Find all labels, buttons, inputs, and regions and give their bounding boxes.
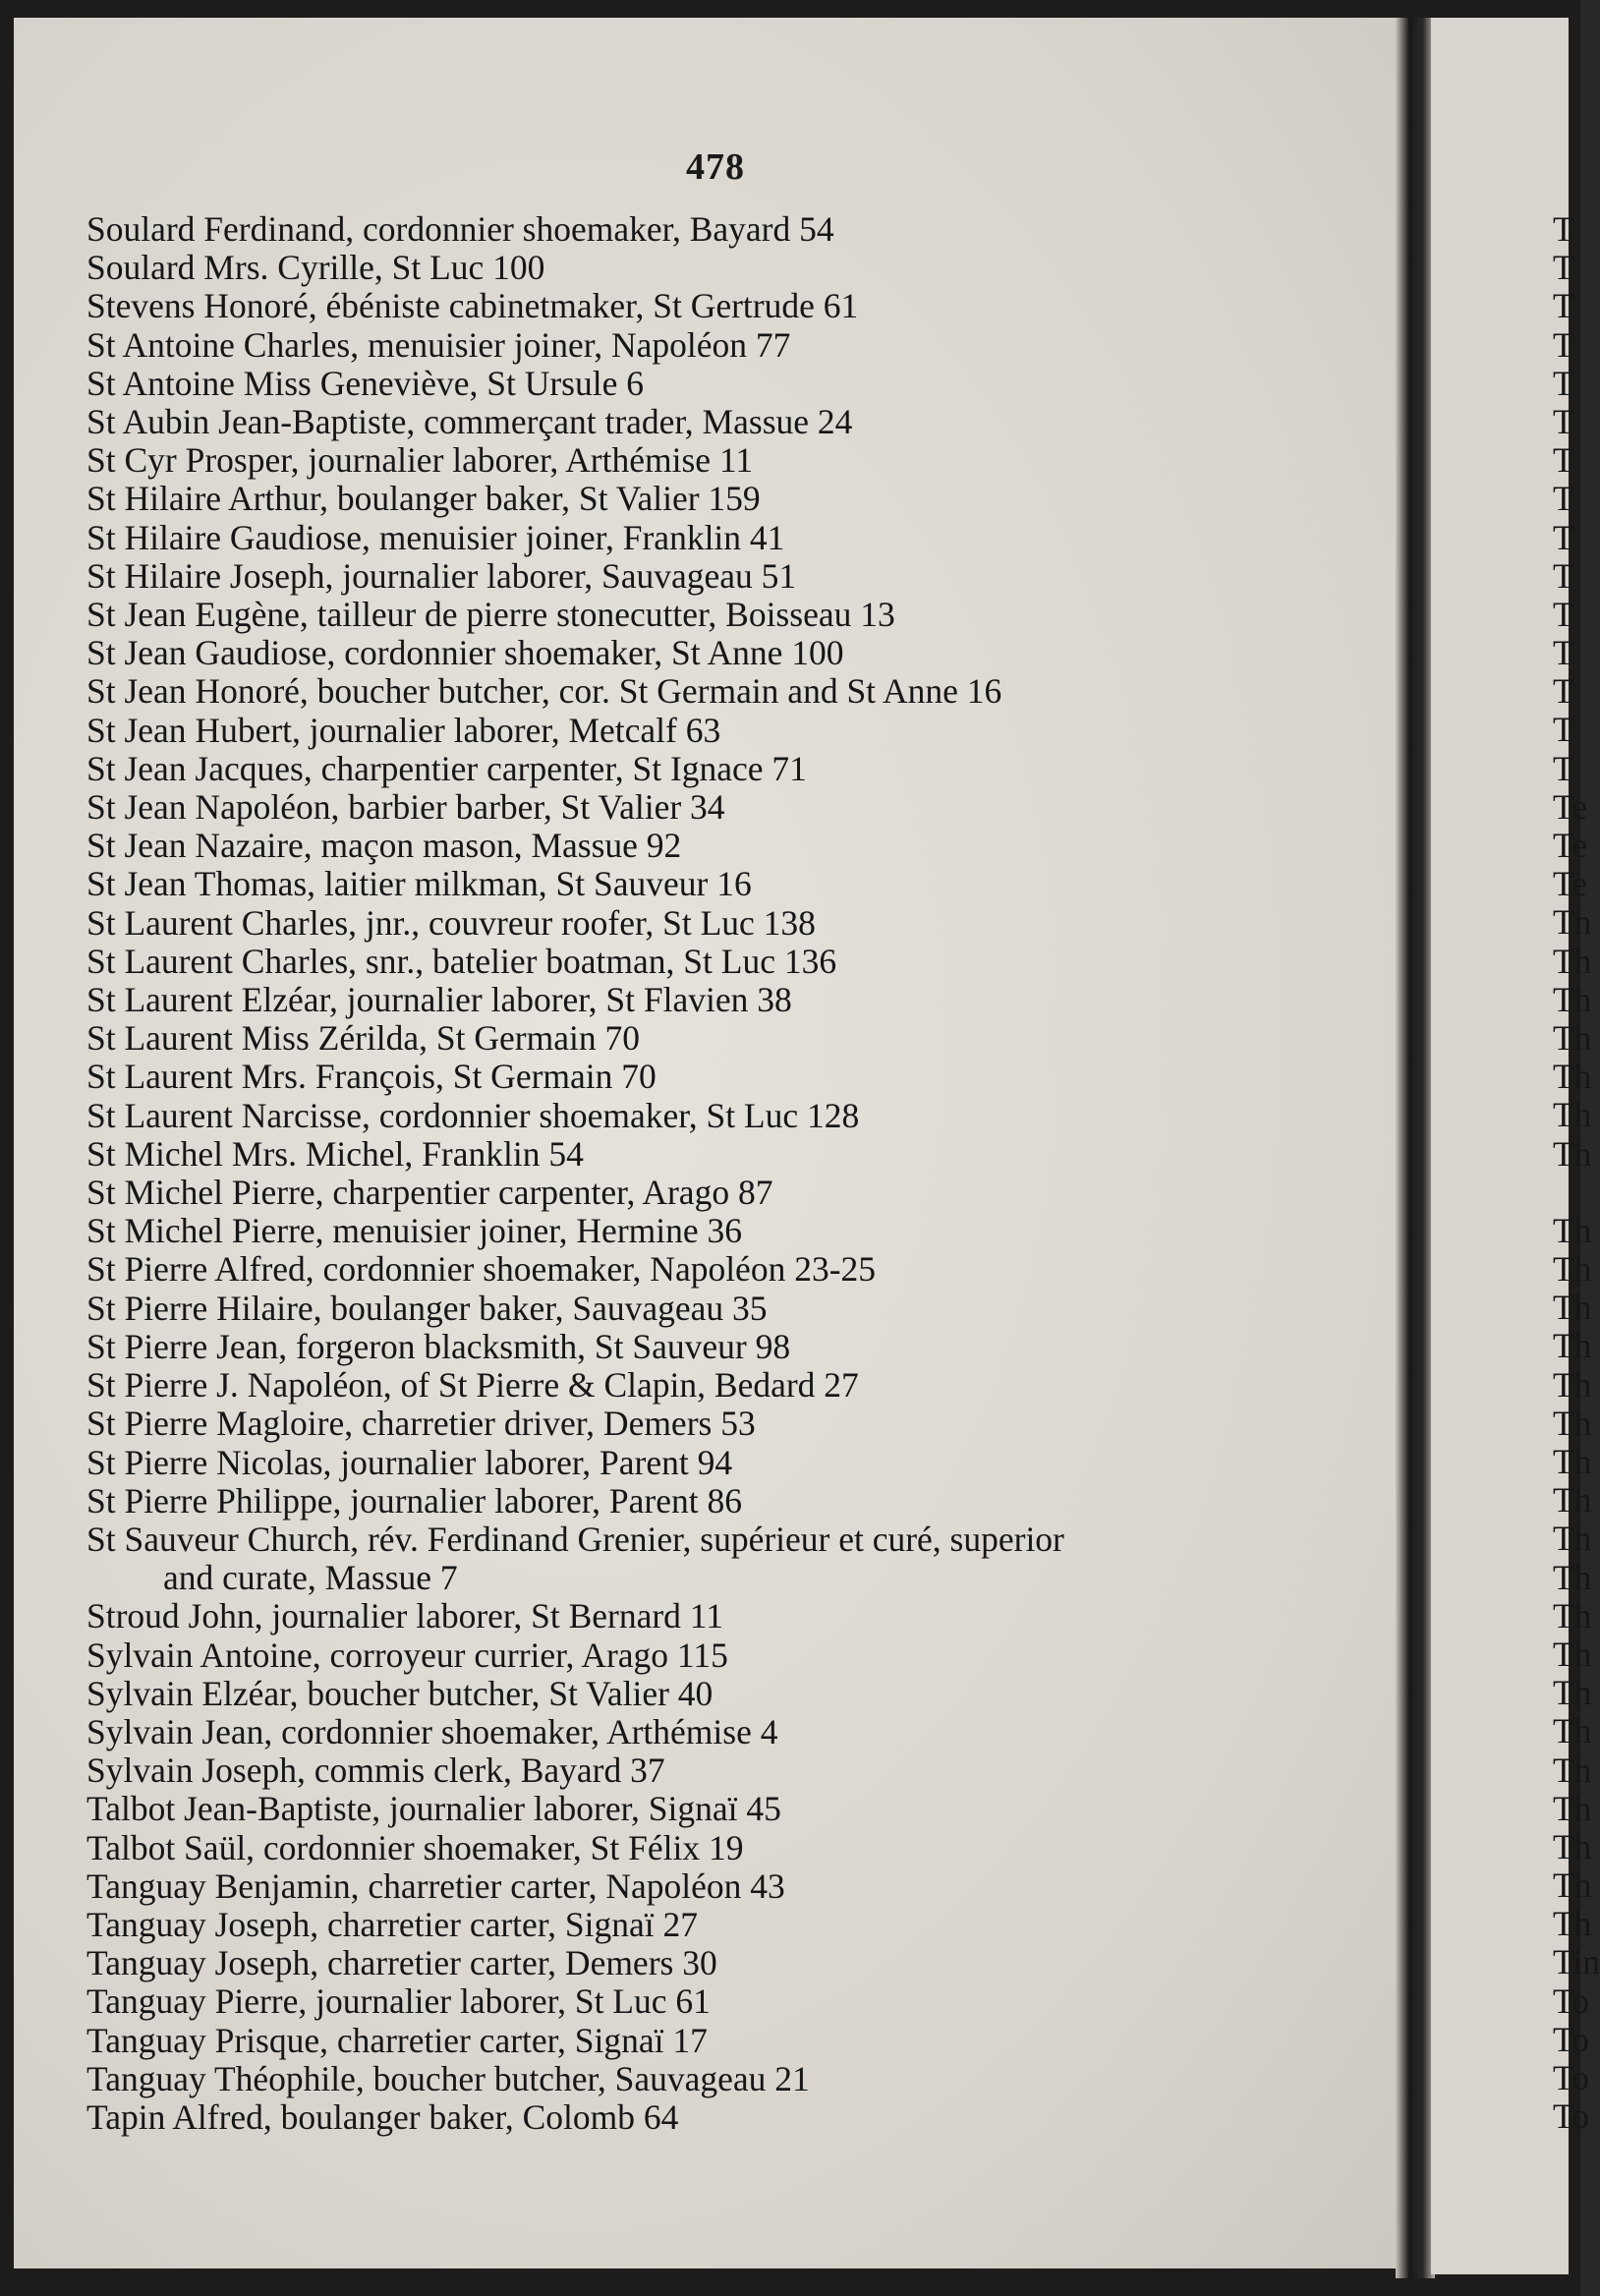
directory-entries — [86, 210, 1384, 2137]
entry: St Jean Eugène, tailleur de pierre stonecutter, Boisseau 13 — [86, 595, 895, 635]
entry: Tanguay Joseph, charretier carter, Demers 30 — [86, 1943, 717, 1983]
facing-page-fragment: T — [1553, 248, 1574, 288]
entry: St Pierre Nicolas, journalier laborer, Parent 94 — [86, 1442, 733, 1482]
entry: St Jean Thomas, laitier milkman, St Sauveur 16 — [86, 864, 752, 904]
facing-page-fragment: Th — [1553, 979, 1592, 1019]
entry: St Hilaire Gaudiose, menuisier joiner, Franklin 41 — [86, 517, 785, 557]
facing-page-fragment: T — [1553, 479, 1574, 519]
facing-page-fragment: Th — [1553, 902, 1592, 943]
entry: St Pierre Magloire, charretier driver, Demers 53 — [86, 1404, 756, 1444]
facing-page-fragment: Th — [1553, 1634, 1592, 1674]
facing-page-fragment: T — [1553, 555, 1574, 596]
facing-page-fragment: Th — [1553, 1557, 1592, 1597]
facing-page-fragment: Th — [1553, 1904, 1592, 1944]
facing-page-fragment: Th — [1553, 1595, 1592, 1636]
facing-page-fragment: Th — [1553, 1442, 1592, 1481]
facing-page-fragment: Th — [1553, 1057, 1592, 1097]
facing-page-fragment: Te — [1553, 864, 1587, 904]
facing-page-fragment: Th — [1553, 1673, 1592, 1713]
entry: Tanguay Théophile, boucher butcher, Sauvageau 21 — [86, 2058, 810, 2098]
facing-page-fragment: T — [1553, 594, 1574, 634]
facing-page-fragment: Th — [1553, 1095, 1592, 1135]
entry: St Michel Mrs. Michel, Franklin 54 — [86, 1133, 584, 1174]
entry: St Hilaire Joseph, journalier laborer, Sauvageau 51 — [86, 555, 797, 596]
facing-page-fragment: Th — [1553, 1017, 1592, 1058]
facing-page-fragment: T — [1553, 324, 1574, 365]
entry: St Pierre Hilaire, boulanger baker, Sauvageau 35 — [86, 1288, 768, 1328]
entry: St Jean Jacques, charpentier carpenter, St Ignace 71 — [86, 748, 807, 788]
facing-page-fragment: Th — [1553, 1326, 1592, 1366]
entry: Sylvain Jean, cordonnier shoemaker, Arthémise 4 — [86, 1711, 778, 1751]
entry: Tapin Alfred, boulanger baker, Colomb 64 — [86, 2096, 679, 2137]
entry: St Hilaire Arthur, boulanger baker, St Valier 159 — [86, 479, 761, 519]
facing-page-fragment: Th — [1553, 1403, 1592, 1443]
facing-page-fragment: Th — [1553, 1288, 1592, 1328]
facing-page-fragment: T — [1553, 517, 1574, 557]
facing-page — [1431, 18, 1569, 2274]
entry: Tanguay Pierre, journalier laborer, St Luc 61 — [86, 1981, 711, 2022]
facing-page-fragments — [1553, 210, 1600, 2136]
entry: St Cyr Prosper, journalier laborer, Arthémise 11 — [86, 440, 754, 481]
entry: Talbot Jean-Baptiste, journalier laborer, Signaï 45 — [86, 1789, 781, 1829]
facing-page-fragment: To — [1553, 2058, 1589, 2097]
entry: St Jean Honoré, boucher butcher, cor. St Germain and St Anne 16 — [86, 671, 1002, 712]
entry: St Jean Hubert, journalier laborer, Metcalf 63 — [86, 710, 721, 750]
entry: Stevens Honoré, ébéniste cabinetmaker, St Gertrude 61 — [86, 286, 859, 326]
facing-page-fragment: T — [1553, 209, 1574, 249]
entry: Talbot Saül, cordonnier shoemaker, St Félix 19 — [86, 1827, 744, 1867]
entry: Sylvain Joseph, commis clerk, Bayard 37 — [86, 1751, 665, 1791]
facing-page-fragment: Th — [1553, 1133, 1592, 1174]
facing-page-fragment: Te — [1553, 786, 1587, 827]
facing-page-fragment: Th — [1553, 1210, 1592, 1250]
entry: St Michel Pierre, menuisier joiner, Hermine 36 — [86, 1211, 742, 1251]
entry: Tanguay Joseph, charretier carter, Signaï 27 — [86, 1904, 699, 1944]
entry: Tanguay Prisque, charretier carter, Signaï 17 — [86, 2020, 708, 2060]
facing-page-fragment: T — [1553, 671, 1574, 712]
facing-page-fragment: To — [1553, 1980, 1589, 2021]
facing-page-fragment: T — [1553, 286, 1574, 326]
entry: St Pierre J. Napoléon, of St Pierre & Clapin, Bedard 27 — [86, 1365, 859, 1406]
facing-page-fragment: T — [1553, 401, 1574, 441]
entry: Stroud John, journalier laborer, St Bernard 11 — [86, 1596, 723, 1636]
entry-continuation: and curate, Massue 7 — [163, 1558, 458, 1598]
entry: St Michel Pierre, charpentier carpenter, Arago 87 — [86, 1173, 773, 1213]
entry: St Aubin Jean-Baptiste, commerçant trader, Massue 24 — [86, 402, 853, 442]
facing-page-fragment: Th — [1553, 1364, 1592, 1405]
entry: St Antoine Charles, menuisier joiner, Napoléon 77 — [86, 324, 791, 365]
facing-page-fragment: T — [1553, 440, 1574, 481]
facing-page-fragment: Th — [1553, 1866, 1592, 1906]
facing-page-fragment: To — [1553, 2096, 1589, 2137]
facing-page-fragment: T — [1553, 633, 1574, 673]
entry: St Pierre Alfred, cordonnier shoemaker, Napoléon 23-25 — [86, 1249, 877, 1290]
facing-page-fragment: Tin — [1553, 1942, 1600, 1982]
facing-page-fragment: Th — [1553, 1750, 1592, 1790]
facing-page-fragment: Th — [1553, 941, 1592, 981]
facing-page-fragment: To — [1553, 2019, 1589, 2059]
entry: St Pierre Jean, forgeron blacksmith, St Sauveur 98 — [86, 1326, 791, 1366]
entry: Soulard Mrs. Cyrille, St Luc 100 — [86, 248, 545, 288]
facing-page-fragment: Th — [1553, 1519, 1592, 1559]
facing-page-fragment: Th — [1553, 1788, 1592, 1828]
facing-page-fragment: Te — [1553, 826, 1587, 865]
entry: Sylvain Elzéar, boucher butcher, St Valier 40 — [86, 1673, 714, 1713]
entry: St Laurent Charles, jnr., couvreur roofer, St Luc 138 — [86, 902, 816, 943]
entry: St Laurent Narcisse, cordonnier shoemaker, St Luc 128 — [86, 1095, 860, 1135]
entry: Sylvain Antoine, corroyeur currier, Arago 115 — [86, 1635, 728, 1675]
entry: St Pierre Philippe, journalier laborer, Parent 86 — [86, 1480, 742, 1521]
entry: St Laurent Mrs. François, St Germain 70 — [86, 1057, 657, 1097]
facing-page-fragment: T — [1553, 748, 1574, 788]
book-gutter — [1396, 18, 1435, 2278]
facing-page-fragment: Th — [1553, 1480, 1592, 1521]
entry: St Laurent Elzéar, journalier laborer, St Flavien 38 — [86, 980, 792, 1020]
entry: Soulard Ferdinand, cordonnier shoemaker, Bayard 54 — [86, 209, 834, 249]
entry: Tanguay Benjamin, charretier carter, Napoléon 43 — [86, 1866, 785, 1906]
entry: St Jean Napoléon, barbier barber, St Valier 34 — [86, 787, 725, 828]
facing-page-fragment: T — [1553, 710, 1574, 750]
facing-page-fragment: T — [1553, 363, 1574, 403]
page-number: 478 — [686, 146, 745, 188]
entry: St Sauveur Church, rév. Ferdinand Grenier, supérieur et curé, superior — [86, 1519, 1064, 1559]
entry: St Antoine Miss Geneviève, St Ursule 6 — [86, 363, 644, 403]
entry: St Laurent Miss Zérilda, St Germain 70 — [86, 1018, 640, 1059]
facing-page-fragment: Th — [1553, 1711, 1592, 1751]
entry: St Laurent Charles, snr., batelier boatman, St Luc 136 — [86, 941, 837, 981]
facing-page-fragment: Th — [1553, 1249, 1592, 1290]
facing-page-fragment: Th — [1553, 1826, 1592, 1866]
entry: St Jean Gaudiose, cordonnier shoemaker, St Anne 100 — [86, 633, 844, 673]
entry: St Jean Nazaire, maçon mason, Massue 92 — [86, 826, 682, 866]
